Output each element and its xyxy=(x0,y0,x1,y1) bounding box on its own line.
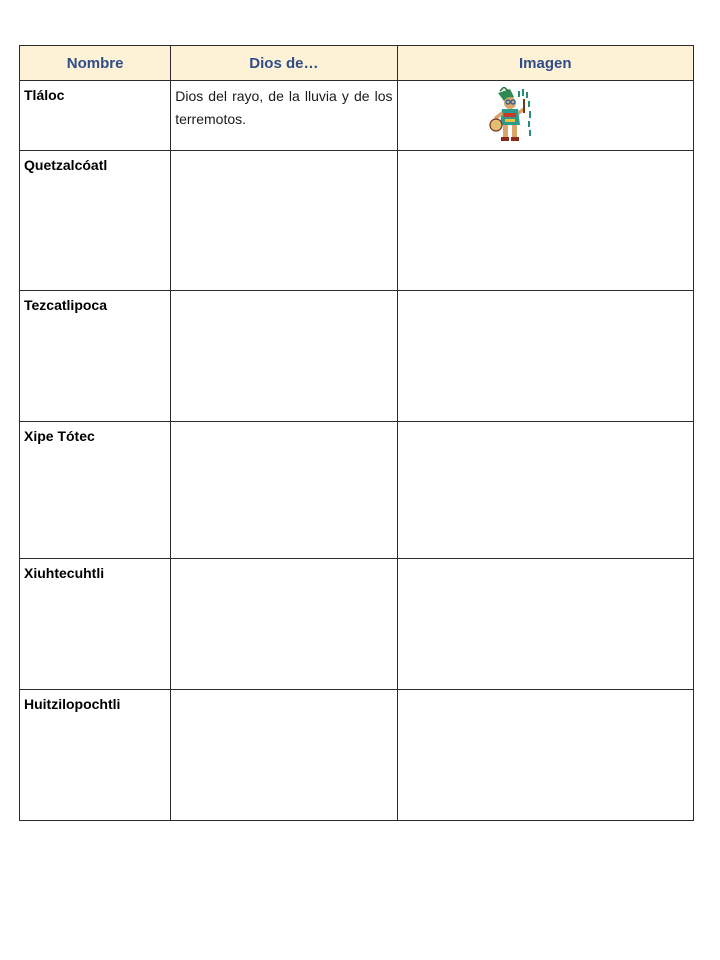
gods-table xyxy=(19,45,694,821)
table-row xyxy=(20,81,694,151)
god-of-cell[interactable] xyxy=(171,422,397,559)
tlaloc-image xyxy=(488,87,536,143)
god-name: Tláloc xyxy=(24,87,65,103)
god-description xyxy=(171,559,396,563)
god-name: Xipe Tótec xyxy=(24,428,95,444)
image-cell[interactable] xyxy=(397,559,693,690)
god-of-cell[interactable] xyxy=(171,151,397,291)
name-cell xyxy=(20,422,171,559)
god-of-cell[interactable] xyxy=(171,559,397,690)
god-name: Xiuhtecuhtli xyxy=(24,565,105,581)
god-description xyxy=(171,422,396,426)
name-cell xyxy=(20,559,171,690)
header-image: Imagen xyxy=(397,46,693,81)
table-row xyxy=(20,291,694,422)
god-description xyxy=(171,690,396,694)
header-god-of: Dios de… xyxy=(171,46,397,81)
table-row xyxy=(20,559,694,690)
table-row xyxy=(20,690,694,821)
god-name: Tezcatlipoca xyxy=(24,297,107,313)
god-name: Quetzalcóatl xyxy=(24,157,108,173)
table-row xyxy=(20,422,694,559)
image-cell[interactable] xyxy=(397,291,693,422)
image-cell[interactable] xyxy=(397,151,693,291)
name-cell xyxy=(20,291,171,422)
god-name: Huitzilopochtli xyxy=(24,696,121,712)
image-cell[interactable] xyxy=(397,81,693,151)
image-cell[interactable] xyxy=(397,690,693,821)
god-description: Dios del rayo, de la lluvia y de los terremotos. xyxy=(175,88,393,127)
name-cell xyxy=(20,81,171,151)
table-row xyxy=(20,151,694,291)
name-cell xyxy=(20,151,171,291)
god-description xyxy=(171,151,396,155)
header-row xyxy=(20,46,694,81)
name-cell xyxy=(20,690,171,821)
god-of-cell[interactable] xyxy=(171,81,397,151)
image-cell[interactable] xyxy=(397,422,693,559)
god-of-cell[interactable] xyxy=(171,690,397,821)
header-name: Nombre xyxy=(20,46,171,81)
god-of-cell[interactable] xyxy=(171,291,397,422)
god-description xyxy=(171,291,396,295)
